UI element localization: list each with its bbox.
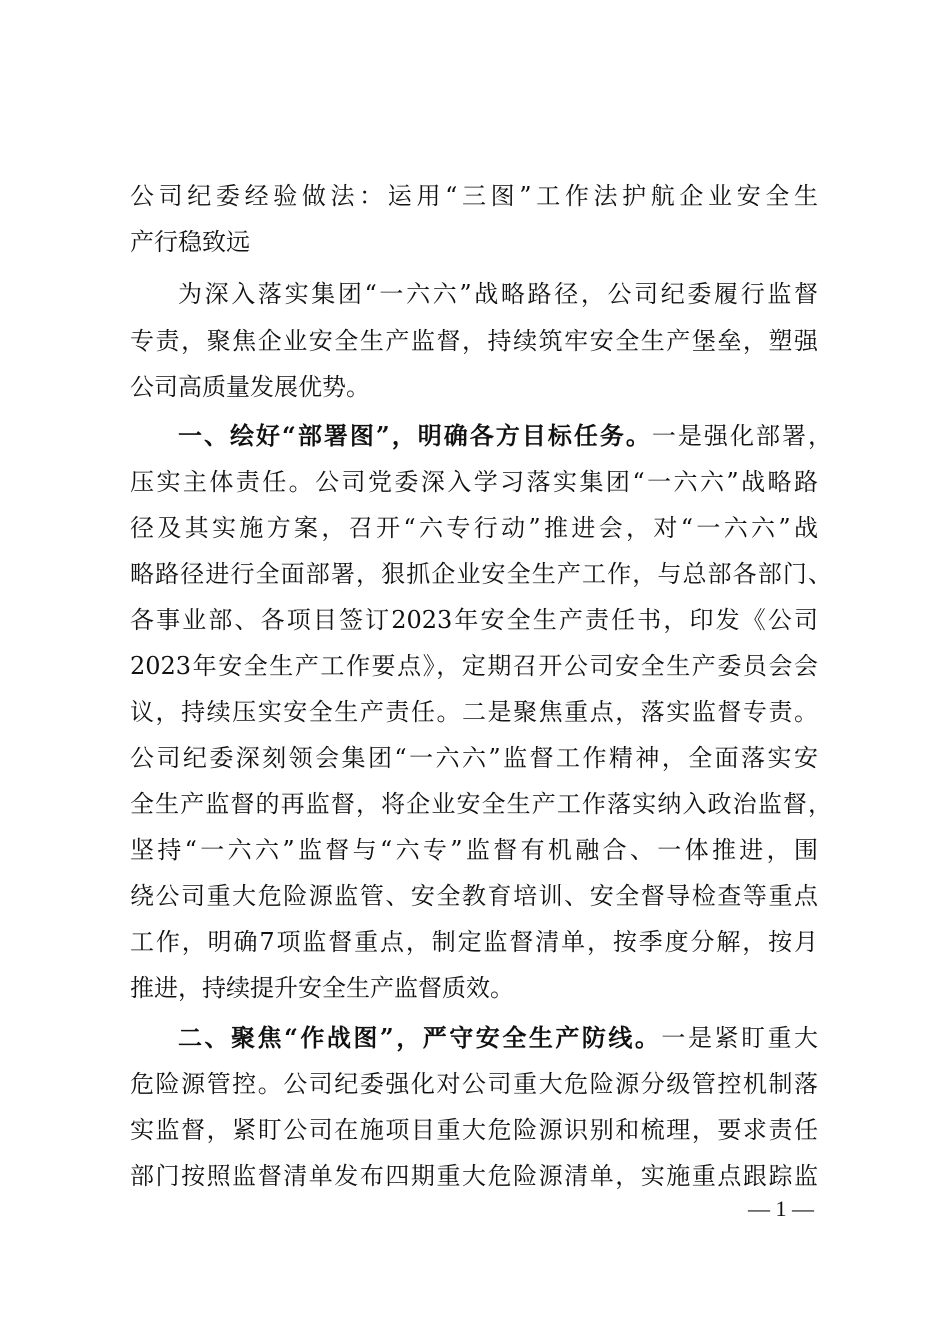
- title-line-2: 产行稳致远: [130, 228, 250, 256]
- section1-line: 推进，持续提升安全生产监督质效。: [130, 974, 514, 1002]
- section1-line: 全生产监督的再监督，将企业安全生产工作落实纳入政治监督，: [130, 790, 832, 818]
- section1-line: 略路径进行全面部署，狠抓企业安全生产工作，与总部各部门、: [130, 560, 832, 588]
- section2-line: 危险源管控。公司纪委强化对公司重大危险源分级管控机制落: [130, 1070, 818, 1098]
- section2-lead-rest: 一是紧盯重大: [661, 1024, 819, 1052]
- intro-line-2: 专责，聚焦企业安全生产监督，持续筑牢安全生产堡垒，塑强: [130, 327, 818, 355]
- section2-lead-line: [178, 1015, 818, 1061]
- section1-lead-rest: 一是强化部署，: [651, 422, 832, 450]
- section1-lead-line: [178, 413, 832, 459]
- title-line-1: 公司纪委经验做法：运用“三图”工作法护航企业安全生: [130, 182, 818, 210]
- section1-line: 各事业部、各项目签订2023年安全生产责任书，印发《公司: [130, 606, 818, 634]
- section2-line: 部门按照监督清单发布四期重大危险源清单，实施重点跟踪监: [130, 1162, 818, 1190]
- section1-line: 绕公司重大危险源监管、安全教育培训、安全督导检查等重点: [130, 882, 818, 910]
- intro-line-3: 公司高质量发展优势。: [130, 373, 370, 401]
- section1-line: 议，持续压实安全生产责任。二是聚焦重点，落实监督专责。: [130, 698, 818, 726]
- section1-line: 径及其实施方案，召开“六专行动”推进会，对“一六六”战: [130, 514, 818, 542]
- section1-line: 坚持“一六六”监督与“六专”监督有机融合、一体推进，围: [130, 836, 818, 864]
- section1-line: 公司纪委深刻领会集团“一六六”监督工作精神，全面落实安: [130, 744, 818, 772]
- section1-line: 工作，明确7项监督重点，制定监督清单，按季度分解，按月: [130, 928, 818, 956]
- section2-heading: 二、聚焦“作战图”，严守安全生产防线。: [178, 1023, 662, 1052]
- section1-line: 压实主体责任。公司党委深入学习落实集团“一六六”战略路: [130, 468, 818, 496]
- page-number: — 1 —: [748, 1196, 814, 1221]
- section1-heading: 一、绘好“部署图”，明确各方目标任务。: [178, 421, 652, 450]
- section2-line: 实监督，紧盯公司在施项目重大危险源识别和梳理，要求责任: [130, 1116, 818, 1144]
- section1-line: 2023年安全生产工作要点》，定期召开公司安全生产委员会会: [130, 652, 818, 680]
- intro-line-1: 为深入落实集团“一六六”战略路径，公司纪委履行监督: [178, 280, 818, 308]
